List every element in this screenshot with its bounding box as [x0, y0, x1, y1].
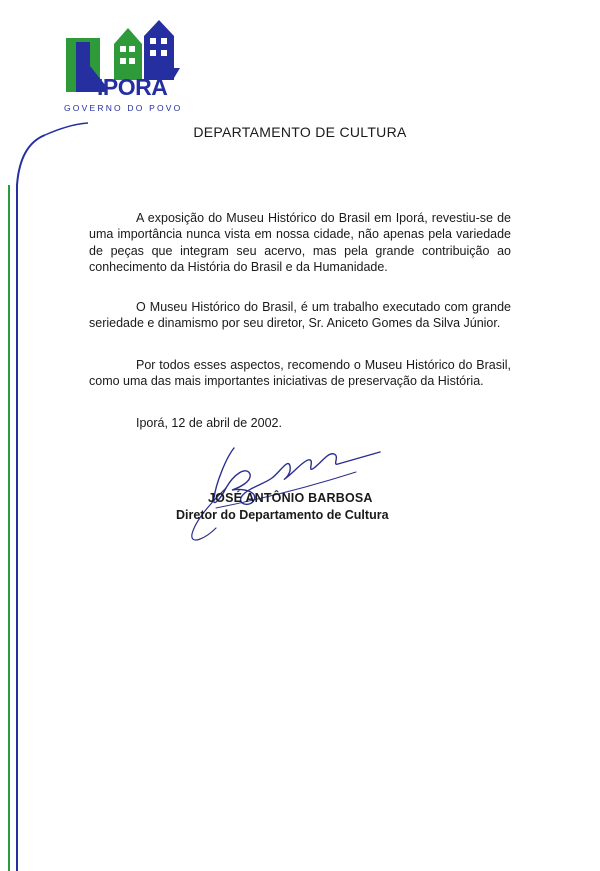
- letter-paragraph-3: Por todos esses aspectos, recomendo o Museu Histórico do Brasil, como uma das mais importantes iniciativas de preservação da História.: [89, 358, 511, 389]
- letter-paragraph-2: O Museu Histórico do Brasil, é um trabalho executado com grande seriedade e dinamismo por seu diretor, Sr. Aniceto Gomes da Silva Júnior.: [89, 300, 511, 331]
- letter-paragraph-1: A exposição do Museu Histórico do Brasil em Iporá, revestiu-se de uma importância nunca vista em nossa cidade, não apenas pela variedade de peças que integram seu acervo, mas pela grande contribuição ao conhecimento da História do Brasil e da Humanidade.: [89, 211, 511, 274]
- date-line: Iporá, 12 de abril de 2002.: [136, 416, 282, 430]
- logo-tagline: GOVERNO DO POVO: [64, 103, 183, 113]
- border-blue-line: [17, 135, 45, 871]
- signatory-role: Diretor do Departamento de Cultura: [176, 508, 389, 522]
- logo-name: IPORÁ: [97, 74, 168, 100]
- signatory-name: JOSÉ ANTÔNIO BARBOSA: [208, 491, 373, 505]
- department-title: DEPARTAMENTO DE CULTURA: [193, 124, 407, 140]
- ipora-logo-icon: [62, 16, 192, 116]
